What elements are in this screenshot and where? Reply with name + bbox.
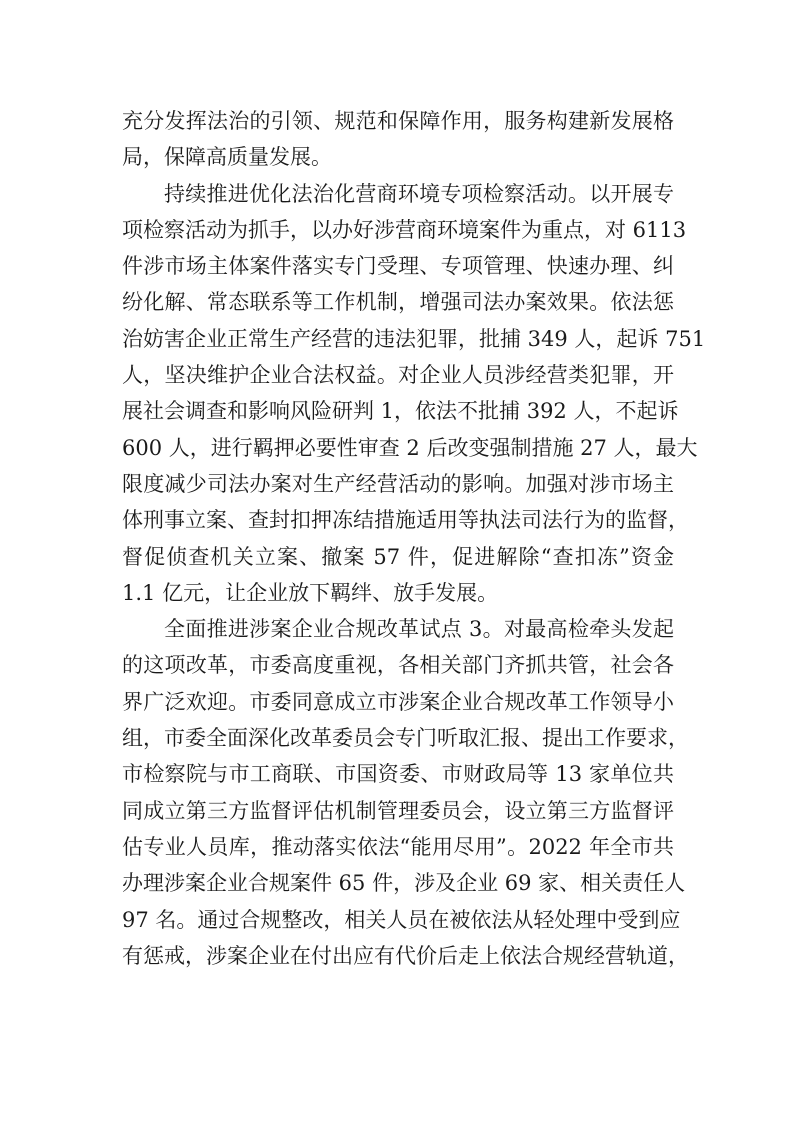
text-line: 600 人，进行羁押必要性审查 2 后改变强制措施 27 人，最大 [122,435,698,460]
text-line: 组，市委全面深化改革委员会专门听取汇报、提出工作要求， [122,726,689,751]
document-page [122,103,706,974]
text-line: 治妨害企业正常生产经营的违法犯罪，批捕 349 人，起诉 751 [122,326,706,351]
text-line: 人，坚决维护企业合法权益。对企业人员涉经营类犯罪，开 [122,363,674,388]
paragraph-3 [122,611,689,974]
text-line: 估专业人员库，推动落实依法“能用尽用”。2022 年全市共 [122,834,674,859]
text-line: 充分发挥法治的引领、规范和保障作用，服务构建新发展格 [122,109,674,133]
text-line: 督促侦查机关立案、撤案 57 件，促进解除“查扣冻”资金 [122,544,674,569]
text-line: 局，保障高质量发展。 [122,145,332,170]
paragraph-heading-line: 全面推进涉案企业合规改革试点 3。对最高检牵头发起 [164,617,674,642]
paragraph-1 [122,103,674,176]
text-line: 97 名。通过合规整改，相关人员在被依法从轻处理中受到应 [122,907,681,932]
text-line: 有惩戒，涉案企业在付出应有代价后走上依法合规经营轨道， [122,943,689,968]
text-line: 办理涉案企业合规案件 65 件，涉及企业 69 家、相关责任人 [122,871,686,896]
text-line: 项检察活动为抓手，以办好涉营商环境案件为重点，对 6113 [122,217,687,242]
text-line: 纷化解、常态联系等工作机制，增强司法办案效果。依法惩 [122,290,674,315]
text-line: 同成立第三方监督评估机制管理委员会，设立第三方监督评 [122,798,674,823]
text-line: 界广泛欢迎。市委同意成立市涉案企业合规改革工作领导小 [122,689,674,714]
text-line: 限度减少司法办案对生产经营活动的影响。加强对涉市场主 [122,471,674,496]
text-line: 体刑事立案、查封扣押冻结措施适用等执法司法行为的监督， [122,508,689,533]
paragraph-2 [122,176,706,612]
paragraph-heading-line: 持续推进优化法治化营商环境专项检察活动。以开展专 [164,181,674,206]
text-line: 市检察院与市工商联、市国资委、市财政局等 13 家单位共 [122,762,674,787]
text-line: 1.1 亿元，让企业放下羁绊、放手发展。 [122,580,499,605]
text-line: 的这项改革，市委高度重视，各相关部门齐抓共管，社会各 [122,653,674,678]
text-line: 展社会调查和影响风险研判 1，依法不批捕 392 人，不起诉 [122,399,679,424]
text-line: 件涉市场主体案件落实专门受理、专项管理、快速办理、纠 [122,254,674,279]
